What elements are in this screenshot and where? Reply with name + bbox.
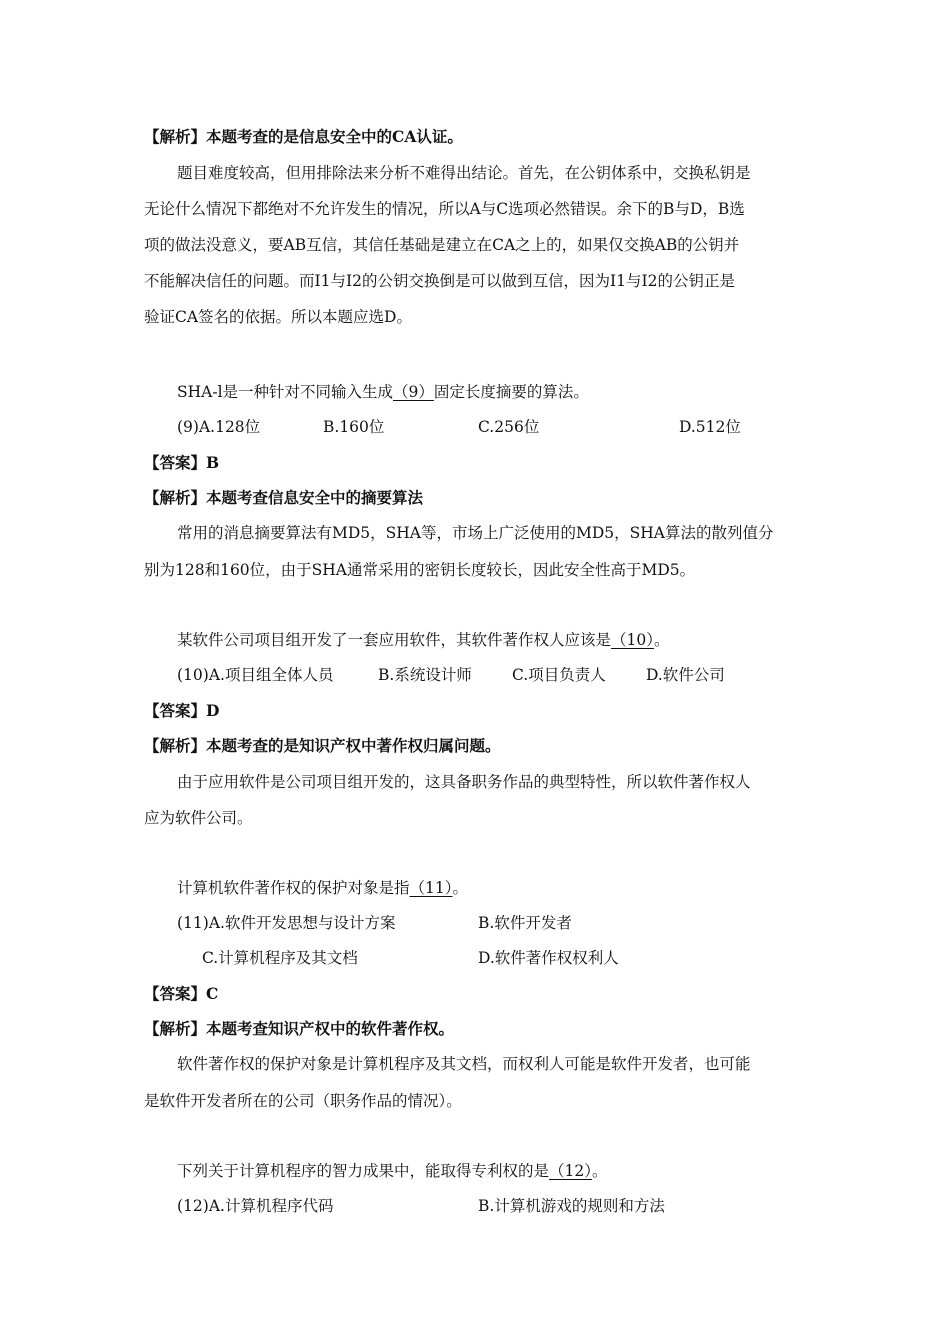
paragraph-line: 应为软件公司。 <box>144 809 253 827</box>
question-stem <box>177 382 589 402</box>
paragraph-line: 别为128和160位，由于SHA通常采用的密钥长度较长，因此安全性高于MD5。 <box>144 561 696 579</box>
stem-text: 。 <box>452 879 469 897</box>
analysis-heading: 【解析】本题考查信息安全中的摘要算法 <box>144 488 424 507</box>
option-c: C.256位 <box>478 418 540 436</box>
question-stem <box>177 630 670 650</box>
stem-text: 。 <box>592 1162 608 1180</box>
question-stem <box>177 1161 608 1181</box>
stem-text: 。 <box>654 631 670 649</box>
paragraph-line: 验证CA签名的依据。所以本题应选D。 <box>144 308 412 326</box>
paragraph-line: 无论什么情况下都绝对不允许发生的情况，所以A与C选项必然错误。余下的B与D，B选 <box>144 200 745 218</box>
analysis-heading: 【解析】本题考查的是知识产权中著作权归属问题。 <box>144 736 501 755</box>
option-a: (12)A.计算机程序代码 <box>177 1197 334 1215</box>
answer-heading: 【答案】C <box>144 984 219 1003</box>
option-d: D.软件公司 <box>646 666 725 684</box>
answer-blank: （10） <box>611 631 654 649</box>
paragraph-line: 项的做法没意义，要AB互信，其信任基础是建立在CA之上的，如果仅交换AB的公钥并 <box>144 236 740 254</box>
stem-text: SHA-l是一种针对不同输入生成 <box>177 383 394 401</box>
option-b: B.系统设计师 <box>378 666 472 684</box>
answer-blank: （11） <box>409 879 453 897</box>
option-b: B.计算机游戏的规则和方法 <box>478 1197 665 1215</box>
paragraph-line: 题目难度较高，但用排除法来分析不难得出结论。首先，在公钥体系中，交换私钥是 <box>177 164 751 182</box>
stem-text: 计算机软件著作权的保护对象是指 <box>177 879 410 897</box>
option-b: B.软件开发者 <box>478 914 572 932</box>
option-a: (10)A.项目组全体人员 <box>177 666 334 684</box>
option-c: C.项目负责人 <box>512 666 606 684</box>
question-stem <box>177 878 468 898</box>
option-a: (9)A.128位 <box>177 418 261 436</box>
paragraph-line: 软件著作权的保护对象是计算机程序及其文档，而权利人可能是软件开发者，也可能 <box>177 1055 751 1073</box>
option-d: D.软件著作权权利人 <box>478 949 619 967</box>
paragraph-line: 是软件开发者所在的公司（职务作品的情况）。 <box>144 1092 462 1110</box>
answer-heading: 【答案】D <box>144 701 220 720</box>
option-d: D.512位 <box>679 418 741 436</box>
option-b: B.160位 <box>323 418 385 436</box>
answer-heading: 【答案】B <box>144 453 220 472</box>
answer-blank: （12） <box>549 1162 592 1180</box>
stem-text: 固定长度摘要的算法。 <box>433 383 589 401</box>
paragraph-line: 常用的消息摘要算法有MD5，SHA等，市场上广泛使用的MD5，SHA算法的散列值分 <box>177 524 774 542</box>
option-c: C.计算机程序及其文档 <box>202 949 358 967</box>
stem-text: 下列关于计算机程序的智力成果中，能取得专利权的是 <box>177 1162 550 1180</box>
analysis-heading: 【解析】本题考查的是信息安全中的CA认证。 <box>144 127 463 146</box>
answer-blank: （9） <box>393 383 434 401</box>
paragraph-line: 不能解决信任的问题。而I1与I2的公钥交换倒是可以做到互信，因为I1与I2的公钥正是 <box>144 272 735 290</box>
stem-text: 某软件公司项目组开发了一套应用软件，其软件著作权人应该是 <box>177 631 612 649</box>
paragraph-line: 由于应用软件是公司项目组开发的，这具备职务作品的典型特性，所以软件著作权人 <box>177 773 751 791</box>
analysis-heading: 【解析】本题考查知识产权中的软件著作权。 <box>144 1019 455 1038</box>
option-a: (11)A.软件开发思想与设计方案 <box>177 914 396 932</box>
